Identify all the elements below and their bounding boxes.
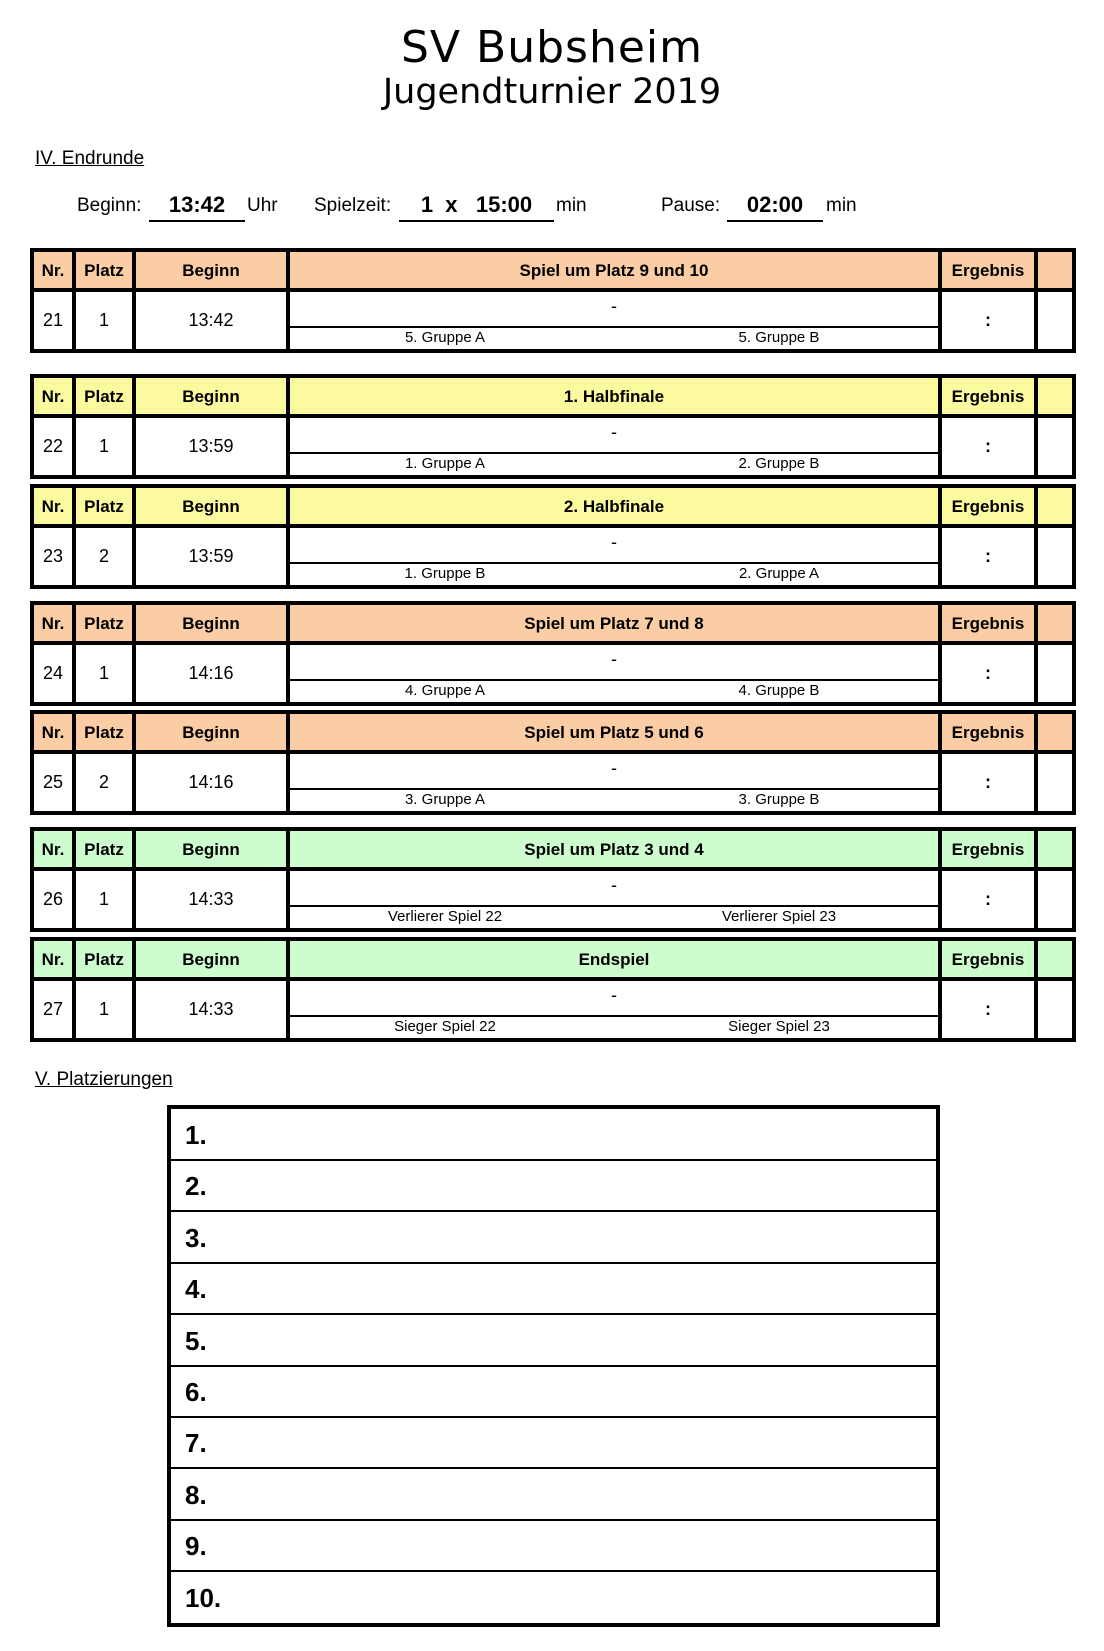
pairing-line (290, 562, 938, 564)
header-nr: Nr. (34, 605, 72, 645)
page-title: SV Bubsheim (401, 22, 703, 73)
pairing-dash: - (611, 985, 617, 1005)
header-title: Spiel um Platz 7 und 8 (290, 605, 938, 645)
column-divider (1034, 831, 1038, 928)
column-divider (938, 378, 942, 475)
header-title: Endspiel (290, 941, 938, 981)
pairing-line (290, 1015, 938, 1017)
header-title: Spiel um Platz 5 und 6 (290, 714, 938, 754)
team-away: 2. Gruppe A (738, 565, 820, 582)
match-beginn: 14:16 (188, 772, 234, 792)
placement-row[interactable] (171, 1315, 936, 1367)
match-extra-cell[interactable] (1038, 871, 1072, 928)
match-block (30, 937, 1076, 1042)
match-platz: 1 (98, 889, 109, 909)
column-divider (72, 378, 76, 475)
pairing-dash: - (611, 296, 617, 316)
header-extra (1038, 941, 1072, 981)
header-platz: Platz (76, 941, 132, 981)
pairing-line (290, 452, 938, 454)
pairing-dash: - (611, 649, 617, 669)
match-result[interactable]: : (985, 999, 991, 1019)
column-divider (286, 378, 290, 475)
column-divider (132, 252, 136, 349)
placement-row[interactable] (171, 1212, 936, 1264)
column-divider (132, 714, 136, 811)
beginn-field[interactable]: 13:42 (149, 192, 245, 222)
pairing-line (290, 679, 938, 681)
header-platz: Platz (76, 714, 132, 754)
header-platz: Platz (76, 252, 132, 292)
match-extra-cell[interactable] (1038, 528, 1072, 585)
column-divider (132, 605, 136, 702)
team-away: 3. Gruppe B (738, 791, 820, 808)
match-extra-cell[interactable] (1038, 981, 1072, 1038)
pairing-line (290, 788, 938, 790)
beginn-label: Beginn: (77, 195, 142, 216)
column-divider (132, 378, 136, 475)
header-ergebnis: Ergebnis (942, 831, 1034, 871)
column-divider (132, 488, 136, 585)
placement-rank: 5. (185, 1325, 207, 1356)
match-beginn: 13:42 (188, 310, 234, 330)
header-title: 2. Halbfinale (290, 488, 938, 528)
header-beginn: Beginn (136, 252, 286, 292)
placement-rank: 6. (185, 1377, 207, 1407)
column-divider (938, 488, 942, 585)
match-beginn: 14:33 (188, 999, 234, 1019)
column-divider (72, 941, 76, 1038)
match-platz: 2 (98, 772, 109, 792)
header-extra (1038, 378, 1072, 418)
match-extra-cell[interactable] (1038, 418, 1072, 475)
placement-row[interactable] (171, 1469, 936, 1521)
column-divider (286, 941, 290, 1038)
team-home: 1. Gruppe A (404, 455, 486, 472)
column-divider (132, 831, 136, 928)
column-divider (286, 252, 290, 349)
match-extra-cell[interactable] (1038, 754, 1072, 811)
section-heading-endrunde: IV. Endrunde (35, 148, 145, 169)
spielzeit-field[interactable]: 1 x 15:00 (399, 192, 554, 222)
pairing-dash: - (611, 875, 617, 895)
match-platz: 1 (98, 663, 109, 683)
match-nr: 25 (42, 772, 64, 792)
header-beginn: Beginn (136, 488, 286, 528)
match-pairing (290, 292, 938, 349)
header-nr: Nr. (34, 378, 72, 418)
pause-field[interactable]: 02:00 (727, 192, 823, 222)
column-divider (72, 252, 76, 349)
match-platz: 1 (98, 999, 109, 1019)
column-divider (72, 605, 76, 702)
column-divider (938, 605, 942, 702)
match-block (30, 827, 1076, 932)
header-extra (1038, 714, 1072, 754)
placement-row[interactable] (171, 1160, 936, 1212)
placement-rank: 7. (185, 1428, 207, 1459)
header-beginn: Beginn (136, 714, 286, 754)
header-platz: Platz (76, 378, 132, 418)
match-nr: 22 (42, 436, 64, 456)
column-divider (286, 605, 290, 702)
column-divider (1034, 605, 1038, 702)
header-nr: Nr. (34, 941, 72, 981)
header-ergebnis: Ergebnis (942, 378, 1034, 418)
match-platz: 1 (98, 436, 109, 456)
team-home: Sieger Spiel 22 (394, 1018, 496, 1035)
header-ergebnis: Ergebnis (942, 488, 1034, 528)
match-result[interactable]: : (985, 310, 991, 330)
column-divider (1034, 488, 1038, 585)
pairing-line (290, 905, 938, 907)
pause-label: Pause: (661, 195, 721, 216)
placement-rank: 1. (185, 1120, 207, 1150)
match-result[interactable]: : (985, 772, 991, 792)
header-title: Spiel um Platz 3 und 4 (290, 831, 938, 871)
column-divider (938, 714, 942, 811)
header-nr: Nr. (34, 252, 72, 292)
placement-row[interactable] (171, 1572, 936, 1624)
page-subtitle: Jugendturnier 2019 (382, 72, 722, 112)
pairing-dash: - (611, 422, 617, 442)
placement-rank: 10. (185, 1582, 222, 1613)
header-nr: Nr. (34, 488, 72, 528)
match-nr: 23 (42, 546, 64, 566)
placement-row[interactable] (171, 1520, 936, 1572)
team-home: Verlierer Spiel 22 (387, 908, 503, 925)
column-divider (1034, 252, 1038, 349)
column-divider (938, 252, 942, 349)
placement-rank: 3. (185, 1222, 207, 1253)
match-pairing (290, 754, 938, 811)
match-result[interactable]: : (985, 436, 991, 456)
header-ergebnis: Ergebnis (942, 941, 1034, 981)
header-extra (1038, 252, 1072, 292)
team-away: 5. Gruppe B (738, 329, 820, 346)
placement-rank: 4. (185, 1274, 207, 1305)
header-beginn: Beginn (136, 831, 286, 871)
column-divider (286, 714, 290, 811)
placement-rank: 8. (185, 1479, 207, 1510)
header-extra (1038, 488, 1072, 528)
match-nr: 24 (42, 663, 64, 683)
pause-unit: min (826, 195, 857, 216)
spielzeit-label: Spielzeit: (314, 195, 392, 216)
match-beginn: 14:16 (188, 663, 234, 683)
spielzeit-unit: min (556, 195, 587, 216)
match-block (30, 484, 1076, 589)
placement-rank: 9. (185, 1531, 207, 1562)
match-block (30, 374, 1076, 479)
column-divider (286, 488, 290, 585)
team-home: 4. Gruppe A (404, 682, 486, 699)
match-pairing (290, 528, 938, 585)
column-divider (1034, 378, 1038, 475)
match-result[interactable]: : (985, 889, 991, 909)
team-away: 2. Gruppe B (738, 455, 820, 472)
header-platz: Platz (76, 831, 132, 871)
header-ergebnis: Ergebnis (942, 605, 1034, 645)
column-divider (72, 714, 76, 811)
header-platz: Platz (76, 605, 132, 645)
column-divider (938, 831, 942, 928)
pairing-dash: - (611, 758, 617, 778)
header-nr: Nr. (34, 714, 72, 754)
match-nr: 27 (42, 999, 64, 1019)
column-divider (1034, 941, 1038, 1038)
header-ergebnis: Ergebnis (942, 252, 1034, 292)
column-divider (132, 941, 136, 1038)
team-home: 1. Gruppe B (404, 565, 486, 582)
header-extra (1038, 605, 1072, 645)
placement-row[interactable] (171, 1366, 936, 1418)
team-away: Sieger Spiel 23 (728, 1018, 830, 1035)
header-nr: Nr. (34, 831, 72, 871)
beginn-unit: Uhr (247, 195, 278, 216)
column-divider (1034, 714, 1038, 811)
match-pairing (290, 871, 938, 928)
placement-row[interactable] (171, 1263, 936, 1315)
header-title: 1. Halbfinale (290, 378, 938, 418)
pairing-line (290, 326, 938, 328)
match-nr: 21 (42, 310, 64, 330)
match-beginn: 14:33 (188, 889, 234, 909)
header-ergebnis: Ergebnis (942, 714, 1034, 754)
team-home: 5. Gruppe A (404, 329, 486, 346)
column-divider (286, 831, 290, 928)
section-heading-platzierungen: V. Platzierungen (35, 1069, 173, 1090)
pairing-dash: - (611, 532, 617, 552)
match-extra-cell[interactable] (1038, 292, 1072, 349)
match-nr: 26 (42, 889, 64, 909)
match-beginn: 13:59 (188, 436, 234, 456)
match-platz: 2 (98, 546, 109, 566)
header-platz: Platz (76, 488, 132, 528)
placement-row[interactable] (171, 1109, 936, 1161)
placement-rank: 2. (185, 1171, 207, 1202)
match-extra-cell[interactable] (1038, 645, 1072, 702)
match-block (30, 710, 1076, 815)
match-pairing (290, 418, 938, 475)
placement-row[interactable] (171, 1417, 936, 1469)
column-divider (938, 941, 942, 1038)
header-beginn: Beginn (136, 941, 286, 981)
column-divider (72, 488, 76, 585)
header-beginn: Beginn (136, 605, 286, 645)
match-pairing (290, 981, 938, 1038)
header-extra (1038, 831, 1072, 871)
header-beginn: Beginn (136, 378, 286, 418)
team-away: 4. Gruppe B (738, 682, 820, 699)
match-pairing (290, 645, 938, 702)
header-title: Spiel um Platz 9 und 10 (290, 252, 938, 292)
match-block (30, 248, 1076, 353)
match-beginn: 13:59 (188, 546, 234, 566)
match-platz: 1 (98, 310, 109, 330)
placement-table (167, 1105, 940, 1627)
team-away: Verlierer Spiel 23 (721, 908, 837, 925)
team-home: 3. Gruppe A (404, 791, 486, 808)
match-result[interactable]: : (985, 663, 991, 683)
column-divider (72, 831, 76, 928)
match-result[interactable]: : (985, 546, 991, 566)
match-block (30, 601, 1076, 706)
